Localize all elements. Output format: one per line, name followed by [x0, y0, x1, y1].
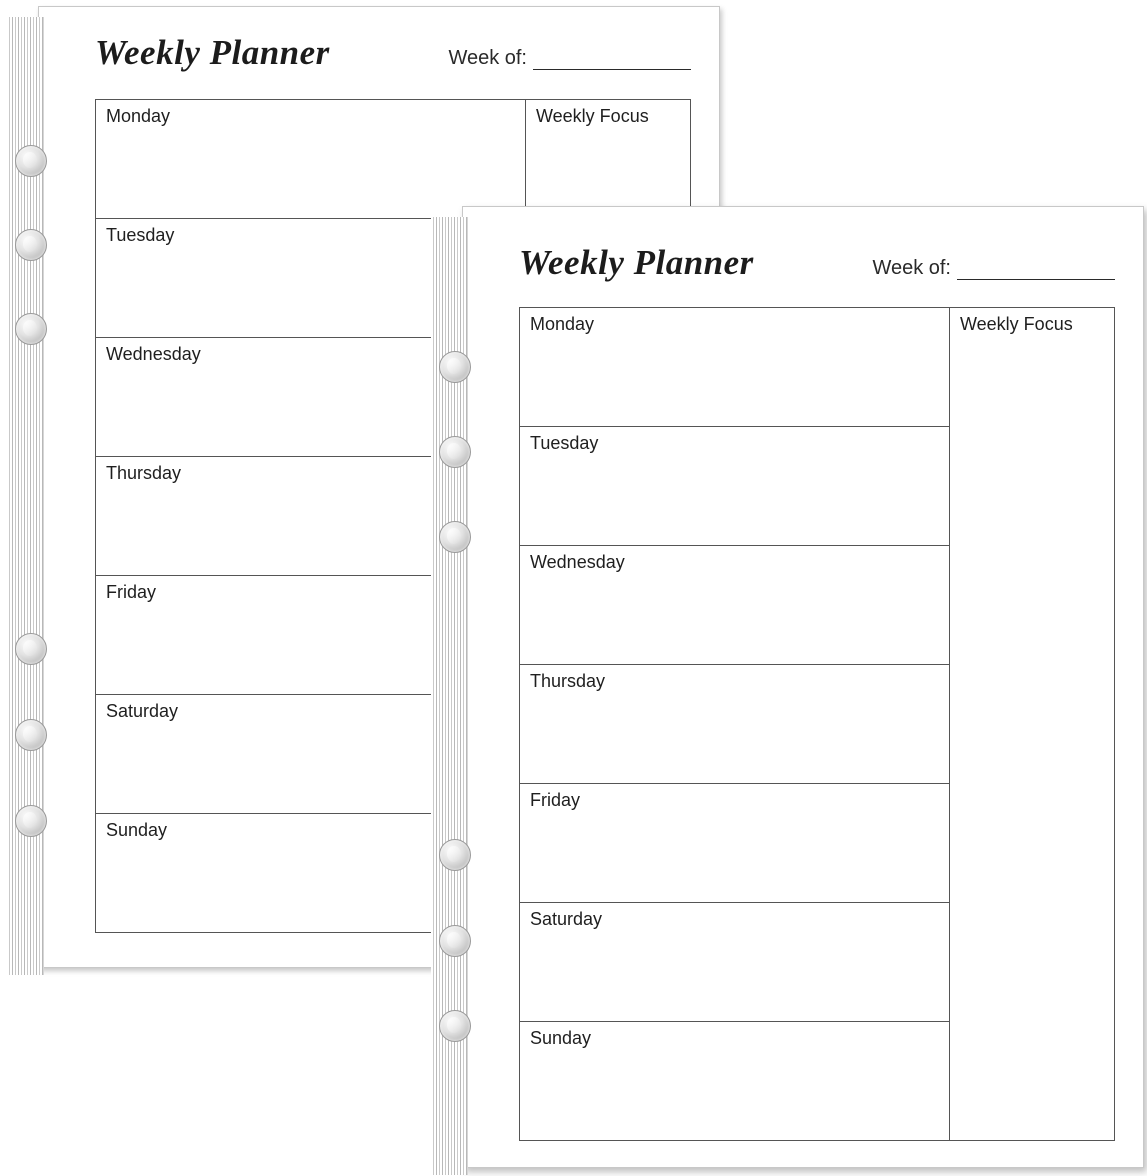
page-header [519, 243, 1115, 307]
punch-ring [15, 229, 47, 261]
punch-ring [439, 925, 471, 957]
weekly-planner-page-front[interactable] [462, 206, 1144, 1168]
day-label: Saturday [106, 701, 179, 721]
weekly-focus-label: Weekly Focus [960, 314, 1073, 334]
punch-ring [15, 313, 47, 345]
day-label: Tuesday [106, 225, 175, 245]
day-label: Monday [106, 106, 171, 126]
punch-ring [15, 145, 47, 177]
punch-ring [439, 839, 471, 871]
days-column [520, 308, 950, 1140]
week-of-input-rule[interactable] [957, 279, 1115, 280]
day-label: Sunday [106, 820, 168, 840]
page-title: Weekly Planner [519, 243, 754, 282]
day-row-monday[interactable] [520, 308, 949, 427]
week-of-field[interactable] [872, 257, 1115, 280]
week-of-field[interactable] [448, 47, 691, 70]
day-label: Wednesday [530, 552, 625, 572]
day-row-tuesday[interactable] [520, 427, 949, 546]
punch-ring [439, 1010, 471, 1042]
week-of-label: Week of: [448, 47, 527, 69]
planner-grid [519, 307, 1115, 1141]
day-row-saturday[interactable] [520, 903, 949, 1022]
punch-ring [15, 719, 47, 751]
day-row-sunday[interactable] [520, 1022, 949, 1140]
day-label: Wednesday [106, 344, 201, 364]
punch-ring [439, 436, 471, 468]
week-of-input-rule[interactable] [533, 69, 691, 70]
day-row-friday[interactable] [520, 784, 949, 903]
day-label: Monday [530, 314, 595, 334]
day-label: Friday [530, 790, 581, 810]
punch-ring [439, 351, 471, 383]
day-label: Sunday [530, 1028, 592, 1048]
day-row-wednesday[interactable] [520, 546, 949, 665]
day-row-monday[interactable] [96, 100, 525, 219]
day-label: Thursday [106, 463, 182, 483]
punch-ring [15, 805, 47, 837]
page-title: Weekly Planner [95, 33, 330, 72]
weekly-focus-label: Weekly Focus [536, 106, 649, 126]
day-row-thursday[interactable] [520, 665, 949, 784]
page-header [95, 33, 691, 97]
day-label: Thursday [530, 671, 606, 691]
day-label: Friday [106, 582, 157, 602]
punch-ring [15, 633, 47, 665]
weekly-focus-column[interactable] [950, 308, 1114, 1140]
punch-ring [439, 521, 471, 553]
day-label: Saturday [530, 909, 603, 929]
week-of-label: Week of: [872, 257, 951, 279]
day-label: Tuesday [530, 433, 599, 453]
